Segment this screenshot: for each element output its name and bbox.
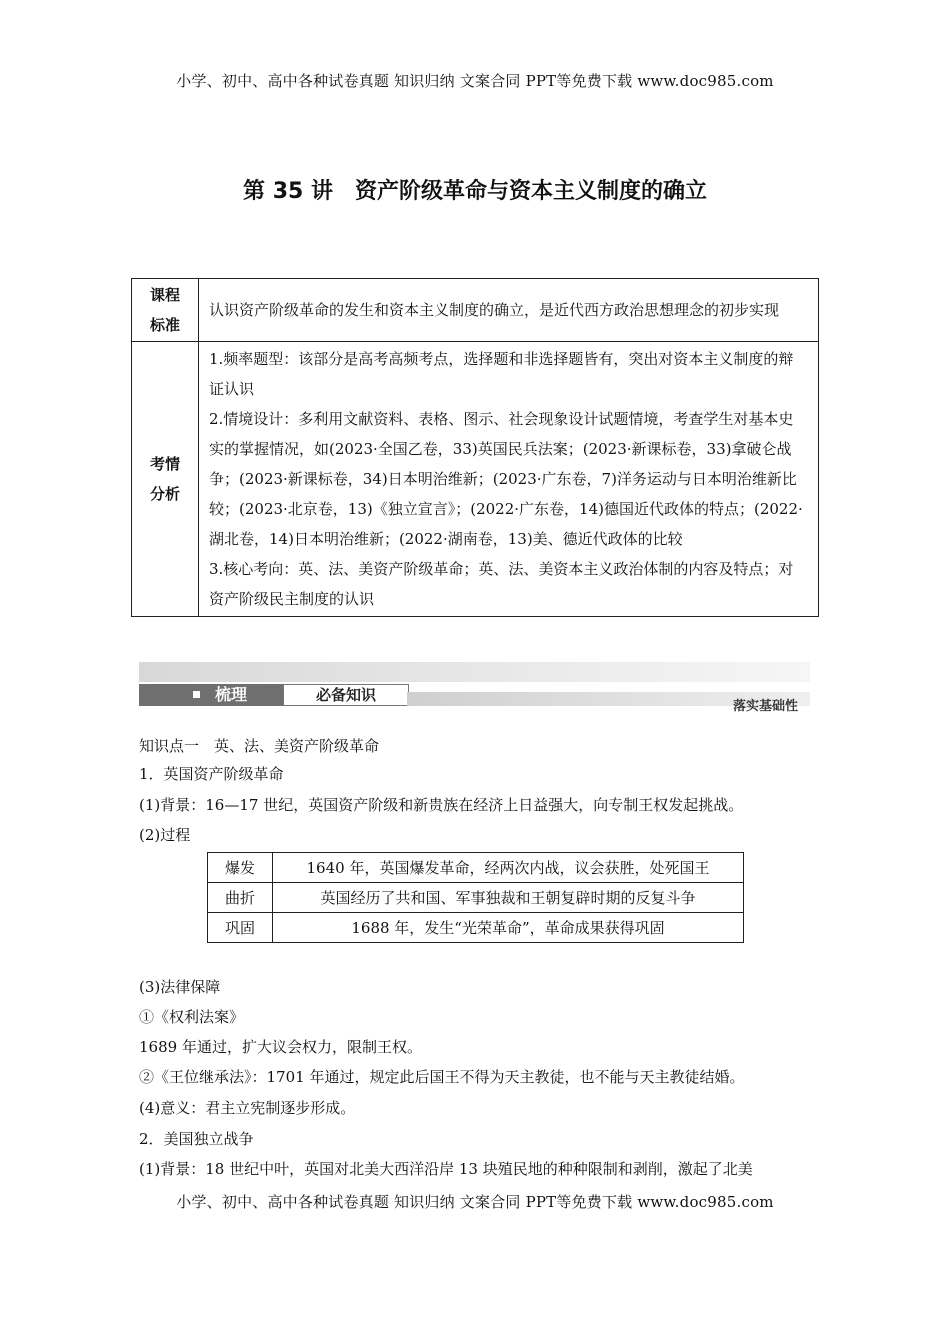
- course-standard-text: 认识资产阶级革命的发生和资本主义制度的确立，是近代西方政治思想理念的初步实现: [199, 279, 819, 342]
- label-line: 分析: [149, 485, 180, 503]
- section-header-bar: [139, 662, 810, 722]
- process-value: 英国经历了共和国、军事独裁和王朝复辟时期的反复斗争: [273, 883, 744, 913]
- analysis-item-1: 1.频率题型：该部分是高考高频考点，选择题和非选择题皆有，突出对资本主义制度的辩证认识: [209, 350, 794, 398]
- process-key: 爆发: [208, 853, 273, 883]
- table-row: [132, 342, 819, 617]
- section-tab-dark: [139, 684, 283, 706]
- label-line: 课程: [149, 286, 180, 304]
- label-course-standard: [132, 279, 199, 342]
- section-bar-shade: [139, 662, 810, 682]
- subheading-american-war: 2．美国独立战争: [139, 1130, 254, 1148]
- process-value: 1688 年，发生“光荣革命”，革命成果获得巩固: [273, 913, 744, 943]
- law-act-of-settlement: ②《王位继承法》：1701 年通过，规定此后国王不得为天主教徒，也不能与天主教徒结婚。: [139, 1068, 745, 1086]
- footer-banner: 小学、初中、高中各种试卷真题 知识归纳 文案合同 PPT等免费下载 www.doc985.com: [176, 1193, 774, 1211]
- course-info-table: [131, 278, 819, 617]
- law-bill-of-rights-desc: 1689 年通过，扩大议会权力，限制王权。: [139, 1038, 422, 1056]
- table-row: [208, 883, 744, 913]
- process-key: 巩固: [208, 913, 273, 943]
- table-row: [208, 913, 744, 943]
- table-row: [208, 853, 744, 883]
- section-right-label: 落实基础性: [732, 699, 798, 714]
- process-value: 1640 年，英国爆发革命，经两次内战，议会获胜，处死国王: [273, 853, 744, 883]
- header-banner: 小学、初中、高中各种试卷真题 知识归纳 文案合同 PPT等免费下载 www.doc985.com: [176, 72, 774, 90]
- label-line: 标准: [149, 316, 180, 334]
- section-light-label: 必备知识: [283, 684, 409, 706]
- subheading-process: (2)过程: [139, 826, 191, 844]
- exam-analysis-text: [199, 342, 819, 617]
- page-title: 第 35 讲 资产阶级革命与资本主义制度的确立: [243, 179, 707, 204]
- knowledge-point-title: 知识点一 英、法、美资产阶级革命: [139, 737, 380, 755]
- process-key: 曲折: [208, 883, 273, 913]
- square-bullet-icon: [193, 691, 200, 698]
- label-exam-analysis: [132, 342, 199, 617]
- process-table: [207, 852, 744, 943]
- label-line: 考情: [149, 455, 180, 473]
- subheading-legal-guarantee: (3)法律保障: [139, 978, 221, 996]
- paragraph-significance: (4)意义：君主立宪制逐步形成。: [139, 1099, 356, 1117]
- analysis-item-3: 3.核心考向：英、法、美资产阶级革命；英、法、美资本主义政治体制的内容及特点；对资产阶级民主制度的认识: [209, 560, 794, 608]
- table-row: [132, 279, 819, 342]
- analysis-item-2: 2.情境设计：多利用文献资料、表格、图示、社会现象设计试题情境，考查学生对基本史实的掌握情况，如(2023·全国乙卷，33)英国民兵法案；(2023·新课标卷，33)拿破仑战争；(2023·新课标卷，34)日本明治维新；(2023·广东卷，7)洋务运动与日本明治维新比较；(2023·北京卷，13)《独立宣言》；(2022·广东卷，14)德国近代政体的特点；(2022·湖北卷，14)日本明治维新；(2022·湖南卷，13)美、德近代政体的比较: [209, 410, 803, 548]
- subheading-english-revolution: 1．英国资产阶级革命: [139, 765, 284, 783]
- section-dark-label: 梳理: [215, 685, 248, 704]
- paragraph-background-1: (1)背景：16—17 世纪，英国资产阶级和新贵族在经济上日益强大，向专制王权发起挑战。: [139, 796, 744, 814]
- law-bill-of-rights: ①《权利法案》: [139, 1008, 245, 1026]
- paragraph-background-2: (1)背景：18 世纪中叶，英国对北美大西洋沿岸 13 块殖民地的种种限制和剥削，激起了北美: [139, 1160, 753, 1178]
